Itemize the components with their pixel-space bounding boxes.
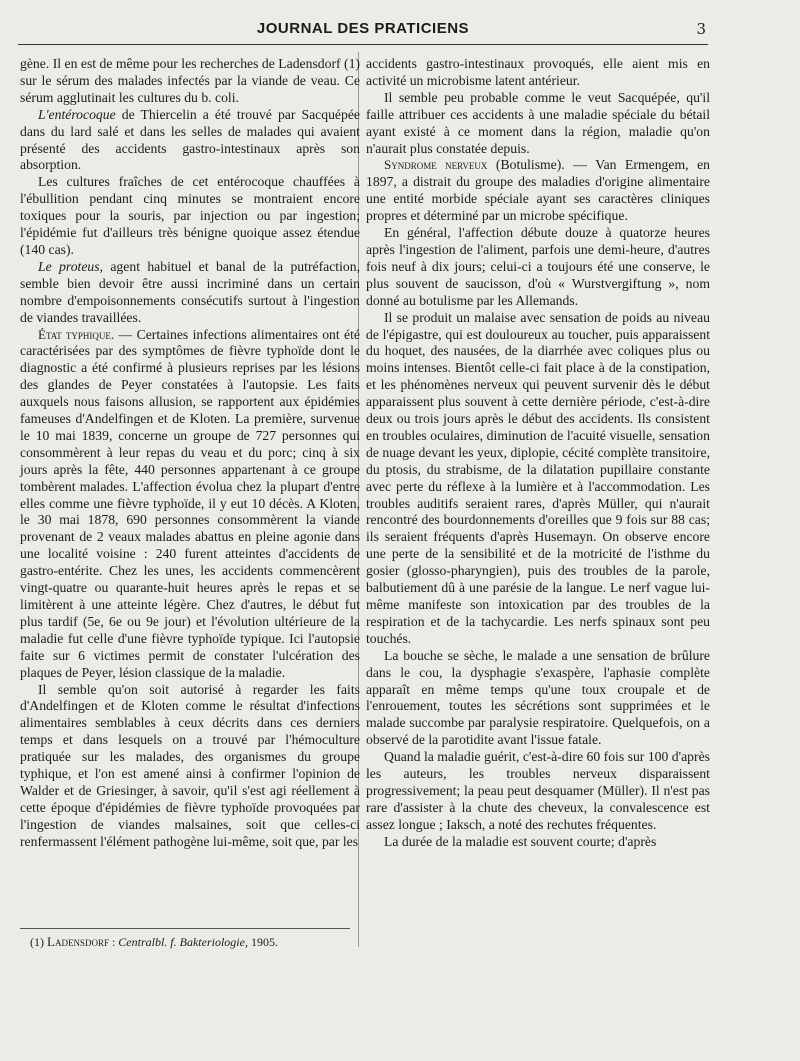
paragraph: Le proteus, agent habituel et banal de la putréfaction, semble bien devoir être aussi incriminé dans un certain nombre d'empoisonnements consécutifs surtout à l'ingestion de viandes travaillées.	[20, 258, 361, 325]
paragraph: Les cultures fraîches de cet entérocoque chauffées à l'ébullition pendant cinq minutes se montraient encore toxiques pour la souris, par injection ou par ingestion; l'épidémie fut d'ailleurs très bénigne quoique assez étendue (140 cas).	[20, 174, 360, 257]
page-number: 3	[696, 20, 706, 38]
paragraph: État typhique. — Certaines infections alimentaires ont été caractérisées par des symptômes de fièvre typhoïde dont le diagnostic a été confirmé à plusieurs reprises par les lésions des glandes de Peyer constatées à l'autopsie. Les faits auxquels nous faisons allusion, se rapportent aux épidémies fameuses d'Andelfingen et de Kloten. La première, survenue le 10 mai 1839, concerne un groupe de 727 personnes qui consommèrent à leur repas du veau et du porc; cinq à six jours après la fête, 440 personnes appartenant à ce groupe tombèrent malades. L'affection évolua chez la plupart d'entre elles comme une fièvre typhoïde, il y eut 10 décès. A Kloten, le 30 mai 1878, 690 personnes consommèrent la viande provenant de 2 veaux malades abattus en pleine agonie dans une localité voisine : 240 furent atteintes d'accidents de gastro-entérite. Chez les unes, les accidents commencèrent vingt-quatre ou quarante-huit heures après le repas et se limitèrent à une atteinte légère. Chez d'autres, le début fut plus tardif (5e, 6e ou 9e jour) et l'évolution ultérieure de la maladie fut celle d'une fièvre typhoïde typique. Ici l'autopsie faite sur 6 victimes permit de constater l'ulcération des plaques de Peyer, lésion classique de la maladie.	[20, 326, 360, 680]
footnote: (1) Ladensdorf : Centralbl. f. Bakteriologie, 1905.	[30, 934, 278, 949]
term: Le proteus,	[38, 258, 104, 274]
journal-title: JOURNAL DES PRATICIENS	[256, 20, 470, 37]
section-heading: État typhique.	[38, 326, 115, 342]
paragraph: L'entérocoque de Thiercelin a été trouvé par Sacquépée dans du lard salé et dans les selles de malades qui avaient présenté des accidents gastro-intestinaux après son absorption.	[20, 106, 360, 173]
paragraph: Il se produit un malaise avec sensation de poids au niveau de l'épigastre, qui est douloureux au toucher, puis apparaissent du hoquet, des nausées, de la diarrhée avec coliques plus ou moins intenses. Bientôt celle-ci fait place à de la constipation, et les phénomènes nerveux qui peuvent survenir dès le début apparaissent plus souvent à cette dernière période, c'est-à-dire deux ou trois jours après le début des accidents. Ils consistent en troubles oculaires, diminution de l'acuité visuelle, sensation de nuage devant les yeux, diplopie, cécité complète transitoire, du ptosis, du strabisme, de la dilatation pupillaire constante avec perte du réflexe à la lumière et à l'accommodation. Les troubles auditifs seraient rares, d'après Müller, qui n'aurait rencontré des bourdonnements d'oreilles que 9 fois sur 88 cas; ils seraient fréquents d'après Husemayn. On observe encore une perte de la sensibilité et de la motricité de l'isthme du gosier (glosso-pharyngien), puis des troubles de la parole, balbutiement dû à une parésie de la langue. Le nerf vague lui-même manifeste son intoxication par des troubles de la respiration et de la tachycardie. Les nerfs spinaux sont peu touchés.	[366, 309, 710, 646]
section-heading: Syndrome nerveux	[384, 157, 488, 173]
paragraph: Syndrome nerveux (Botulisme). — Van Ermengem, en 1897, a distrait du groupe des maladies d'origine alimentaire une entité morbide spéciale ayant ses caractères cliniques propres et déterminé par un microbe spécifique.	[366, 157, 710, 224]
paragraph: La durée de la maladie est souvent courte; d'après	[384, 833, 657, 849]
footnote-ref: Centralbl. f. Bakteriologie,	[118, 935, 248, 949]
paragraph: gène. Il en est de même pour les recherches de Ladensdorf (1) sur le sérum des malades infectés par la viande de veau. Ce sérum agglutinait les cultures du b. coli.	[20, 56, 360, 105]
paragraph: La bouche se sèche, le malade a une sensation de brûlure dans le cou, la dysphagie s'exaspère, l'aphasie complète apparaît en même temps qu'une toux croupale et de l'enrouement, toutes les sécrétions sont supprimées et le malade succombe par paralysie respiratoire. Quelquefois, on a observé de la parotidite avant l'issue fatale.	[366, 647, 710, 748]
paragraph: Il semble qu'on soit autorisé à regarder les faits d'Andelfingen et de Kloten comme le résultat d'infections alimentaires semblables à ceux décrits dans ces derniers temps et dans lesquels on a trouvé par l'hémoculture pratiquée sur les malades, des organismes du groupe typhique, et l'on est amené ainsi à confirmer l'opinion de Walder et de Griesinger, à savoir, qu'il s'est agi réellement à cette époque d'épidémies de fièvre typhoïde provoquées par l'ingestion de viandes malsaines, soit que celles-ci renfermassent l'élément pathogène lui-même, soit que, par les	[20, 681, 360, 849]
footnote-rule	[20, 928, 350, 929]
right-column	[366, 56, 710, 851]
footnote-author: Ladensdorf	[47, 934, 109, 949]
paragraph: En général, l'affection débute douze à quatorze heures après l'ingestion de l'aliment, parfois une demi-heure, d'autres fois neuf à dix jours; celui-ci a toujours été une conserve, le plus souvent de saucisson, d'où « Wurstvergiftung », nom donné au botulisme par les Allemands.	[366, 225, 710, 308]
paragraph: Il semble peu probable comme le veut Sacquépée, qu'il faille attribuer ces accidents à une maladie spéciale du bétail ayant existé à ce moment dans la région, maladie qu'on n'aurait plus constatée depuis.	[366, 89, 710, 156]
left-column	[20, 56, 360, 851]
paragraph: Quand la maladie guérit, c'est-à-dire 60 fois sur 100 d'après les auteurs, les troubles nerveux disparaissent progressivement; la peau peut desquamer (Müller). Il n'est pas rare d'assister à la chute des cheveux, la convalescence est assez longue ; Iaksch, a noté des rechutes fréquentes.	[366, 749, 710, 832]
page-header	[18, 18, 708, 45]
term: L'entérocoque	[38, 106, 116, 122]
paragraph: accidents gastro-intestinaux provoqués, elle aient mis en activité un microbisme latent antérieur.	[366, 56, 710, 88]
